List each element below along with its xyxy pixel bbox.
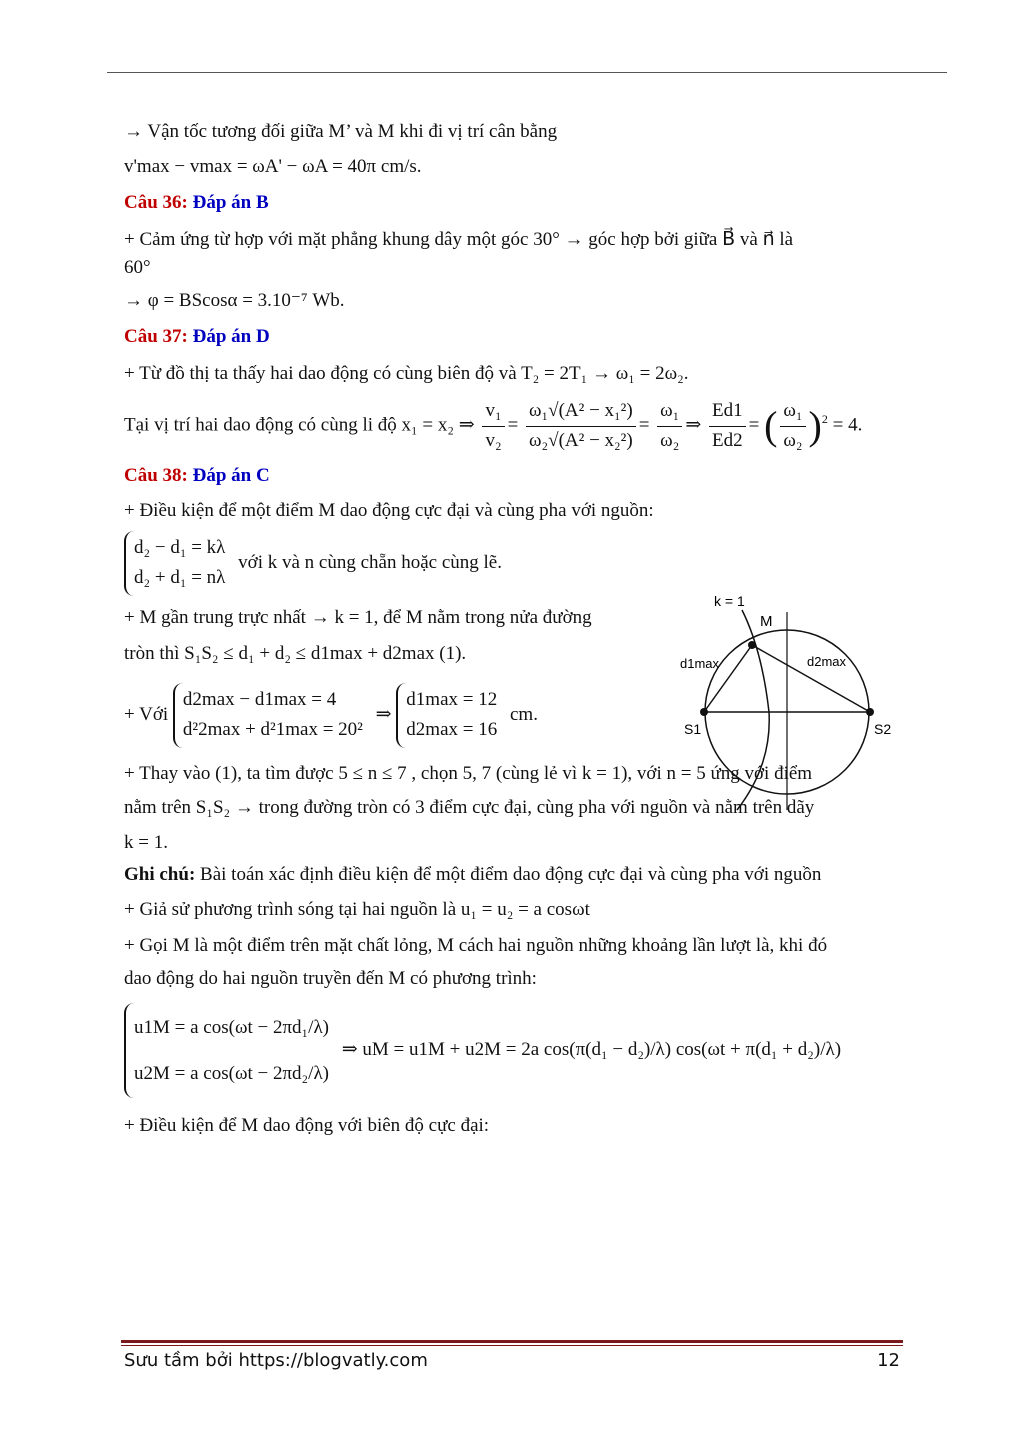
question-heading-38 — [124, 462, 902, 491]
note-label: Ghi chú: — [124, 864, 196, 886]
question-label: Câu 37: — [124, 326, 188, 347]
question-label: Câu 36: — [124, 192, 188, 213]
s1-point — [700, 708, 708, 716]
s2-point — [866, 708, 874, 716]
footer-source: Sưu tầm bởi https://blogvatly.com — [124, 1350, 428, 1371]
question-label: Câu 38: — [124, 465, 188, 486]
equation-system: u1M = a cos(ωt − 2πd₁/λ) u2M = a cos(ωt − 2πd₂/λ) — [124, 1003, 337, 1098]
system-prefix: + Với — [124, 703, 169, 725]
text-line: + Điều kiện để một điểm M dao động cực đại và cùng pha với nguồn: — [124, 499, 654, 521]
text-line: nằm trên S₁S₂ → trong đường tròn có 3 điểm cực đại, cùng pha với nguồn và nằm trên dãy — [124, 797, 815, 819]
s2-label: S2 — [874, 721, 892, 737]
text-line: + Gọi M là một điểm trên mặt chất lỏng, M cách hai nguồn những khoảng lần lượt là, khi đó — [124, 935, 828, 957]
solution-system: d1max = 12 d2max = 16 — [396, 683, 505, 748]
text-line: + Thay vào (1), ta tìm được 5 ≤ n ≤ 7 , chọn 5, 7 (cùng lẻ vì k = 1), với n = 5 ứng với điểm — [124, 762, 813, 784]
text-line: + Từ đồ thị ta thấy hai dao động có cùng biên độ và T₂ = 2T₁ → ω₁ = 2ω₂. — [124, 362, 689, 384]
answer-label: Đáp án C — [192, 465, 270, 486]
condition-system — [124, 531, 654, 596]
page-number: 12 — [877, 1350, 900, 1371]
s1-label: S1 — [684, 721, 702, 737]
text-line: + Cảm ứng từ hợp với mặt phẳng khung dây một góc 30° → góc hợp bởi giữa B⃗ và n⃗ là — [124, 228, 794, 250]
answer-label: Đáp án D — [192, 326, 270, 347]
fraction: $\frac{\text{v₁}}{\text{v₂}}$ — [482, 397, 504, 455]
equation-result: = 4. — [832, 414, 863, 436]
equation-line: v'max − vmax = ωA' − ωA = 40π cm/s. — [124, 155, 422, 177]
fraction: $\frac{Ed1}{Ed2}$ — [709, 397, 746, 455]
d1-label: d1max — [680, 656, 720, 671]
equation-ratio-line: Tại vị trí hai dao động có cùng li độ x₁ = x₂ ⇒ $\frac{\text{v₁}}{\text{v₂}}$ = $\frac{\text{ω₁√(A² − x₁²)}}{\text{ω₂√(A² − x₂²)}}$ = $\frac{\text{ω₁}}{\text{ω₂}}$ ⇒ $\frac{Ed1}{Ed2}$ = ( $\frac{\text{ω₁}}{\text{ω₂}}$ )$^2$ = 4. — [124, 396, 902, 456]
text-line: + Điều kiện để M dao động với biên độ cực đại: — [124, 1115, 490, 1137]
equation-line: → φ = BScosα = 3.10⁻⁷ Wb. — [124, 289, 345, 311]
equation-line: tròn thì S₁S₂ ≤ d₁ + d₂ ≤ d1max + d2max (1). — [124, 643, 467, 665]
text-line: + M gần trung trực nhất → k = 1, để M nằm trong nửa đường — [124, 606, 592, 628]
fraction: $\frac{\text{ω₁}}{\text{ω₂}}$ — [657, 397, 682, 455]
text-line: → Vận tốc tương đối giữa M’ và M khi đi vị trí cân bằng — [124, 121, 558, 142]
m-label: M — [760, 613, 773, 630]
solve-system: + Với d2max − d1max = 4 d²2max + d²1max = 20² ⇒ d1max = 12 d2max = 16 cm. — [124, 683, 654, 748]
text-line: 60° — [124, 257, 151, 278]
interference-diagram — [662, 590, 912, 815]
text-line: dao động do hai nguồn truyền đến M có phương trình: — [124, 967, 537, 989]
m-point — [748, 641, 756, 649]
footer-rule — [121, 1340, 903, 1343]
header-rule — [107, 72, 947, 73]
note-text: Bài toán xác định điều kiện để một điểm dao động cực đại và cùng pha với nguồn — [200, 864, 822, 886]
question-heading-36 — [124, 189, 902, 218]
d2-label: d2max — [807, 654, 847, 669]
wave-equation-system — [124, 1003, 902, 1098]
fraction: $\frac{\text{ω₁}}{\text{ω₂}}$ — [780, 397, 805, 455]
equation-prefix: Tại vị trí hai dao động có cùng li độ x₁ = x₂ ⇒ — [124, 414, 475, 436]
question-heading-37 — [124, 323, 902, 352]
k-label: k = 1 — [714, 593, 745, 609]
note-line — [124, 861, 902, 890]
system-note: với k và n cùng chẵn hoặc cùng lẽ. — [238, 551, 502, 573]
footer-rule-thin — [121, 1345, 903, 1346]
text-line: + Giả sử phương trình sóng tại hai nguồn là u₁ = u₂ = a cosωt — [124, 898, 590, 920]
answer-label: Đáp án B — [192, 192, 269, 213]
equation-line: k = 1. — [124, 831, 168, 853]
equation-system: d₂ − d₁ = kλ d₂ + d₁ = nλ — [124, 531, 233, 596]
equation-result: ⇒ uM = u1M + u2M = 2a cos(π(d₁ − d₂)/λ) cos(ωt + π(d₁ + d₂)/λ) — [341, 1039, 842, 1061]
unit-label: cm. — [509, 703, 538, 725]
equation-system: d2max − d1max = 4 d²2max + d²1max = 20² — [173, 683, 371, 748]
fraction: $\frac{\text{ω₁√(A² − x₁²)}}{\text{ω₂√(A² − x₂²)}}$ — [526, 397, 636, 455]
